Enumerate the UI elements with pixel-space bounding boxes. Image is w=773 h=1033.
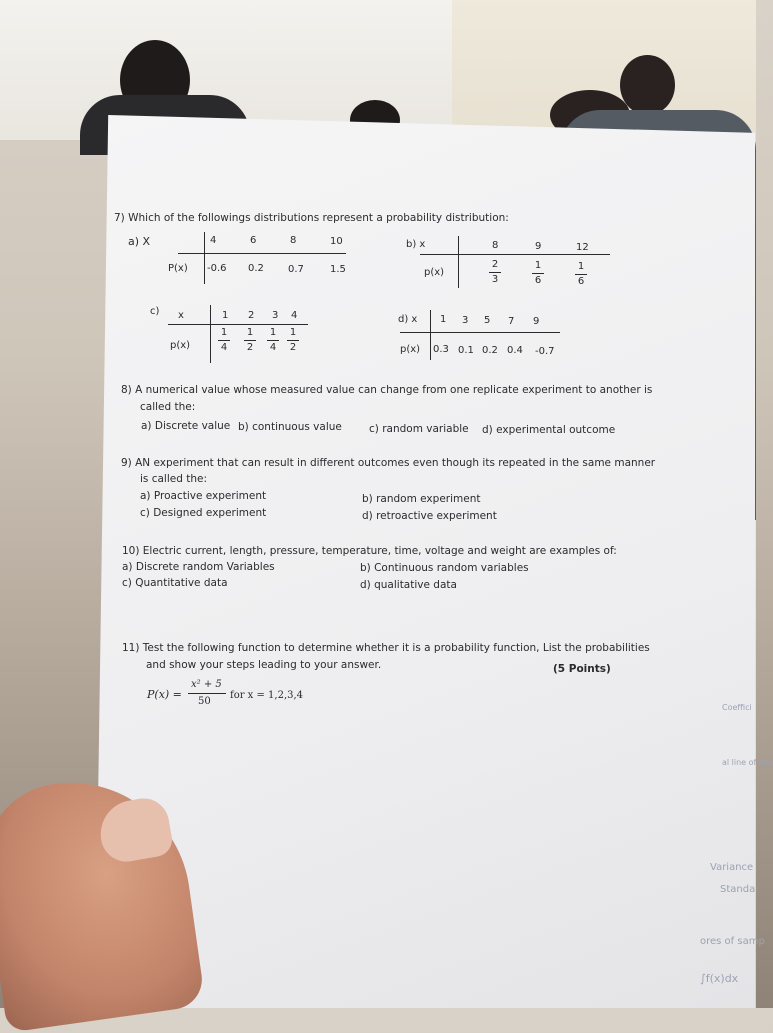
- q7c-p-label: p(x): [170, 340, 191, 351]
- q7b-x-2: 9: [535, 241, 542, 252]
- q9-option-c: c) Designed experiment: [140, 507, 267, 519]
- q11-formula-rhs: for x = 1,2,3,4: [230, 690, 304, 701]
- q8-option-a: a) Discrete value: [141, 420, 231, 432]
- q9-option-a: a) Proactive experiment: [140, 490, 267, 502]
- q7c-p-1: 1 4: [218, 327, 230, 354]
- q7b-x-1: 8: [492, 240, 499, 251]
- q9-line2: is called the:: [140, 473, 207, 485]
- bg-sheet-line-2: al line of bes: [722, 758, 773, 767]
- q7d-x-2: 3: [462, 315, 469, 326]
- bg-sheet-line-6: ∫f(x)dx: [700, 972, 739, 985]
- q7d-p-1: 0.3: [433, 344, 449, 355]
- q7d-vline: [430, 310, 431, 360]
- q7a-x-2: 6: [250, 235, 257, 246]
- q8-option-b: b) continuous value: [238, 421, 342, 433]
- q7c-hline: [168, 324, 308, 325]
- q7a-p-1: -0.6: [207, 263, 227, 274]
- bg-sheet-line-4: Standa: [720, 884, 756, 895]
- q11-formula-bar: [188, 693, 226, 694]
- q10-line1: 10) Electric current, length, pressure, temperature, time, voltage and weight are examples of:: [122, 545, 617, 557]
- q9-option-d: d) retroactive experiment: [362, 510, 497, 522]
- q7a-label: a) X: [128, 235, 151, 248]
- q7c-p-3: 1 4: [267, 327, 279, 354]
- q10-option-b: b) Continuous random variables: [360, 562, 529, 574]
- q10-option-a: a) Discrete random Variables: [122, 561, 275, 573]
- q11-line2: and show your steps leading to your answer.: [146, 659, 382, 671]
- q7a-vline: [204, 232, 205, 284]
- q7b-x-3: 12: [576, 242, 589, 253]
- q7c-label: c): [150, 306, 160, 317]
- q7d-p-5: -0.7: [535, 346, 555, 357]
- q7c-x-label: x: [178, 310, 184, 321]
- q7b-p-2: 1 6: [532, 260, 544, 287]
- q7d-label: d) x: [398, 314, 418, 325]
- bg-sheet-line-5: ores of samp: [700, 936, 765, 947]
- q7d-x-1: 1: [440, 314, 447, 325]
- q7b-p-3: 1 6: [575, 261, 587, 288]
- q7c-x-3: 3: [272, 310, 279, 321]
- q7b-label: b) x: [406, 239, 426, 250]
- q8-line2: called the:: [140, 401, 196, 413]
- q7a-p-4: 1.5: [330, 264, 346, 275]
- q9-option-b: b) random experiment: [362, 493, 481, 505]
- bg-sheet-line-3: Variance: [710, 862, 754, 873]
- q7a-x-3: 8: [290, 235, 297, 246]
- q7d-hline: [400, 332, 560, 333]
- q7-title: 7) Which of the followings distributions represent a probability distribution:: [114, 212, 509, 224]
- q8-option-d: d) experimental outcome: [482, 424, 616, 436]
- q7d-x-3: 5: [484, 315, 491, 326]
- q11-line1: 11) Test the following function to determine whether it is a probability function, List the probabilities: [122, 642, 650, 654]
- q7a-p-3: 0.7: [288, 264, 304, 275]
- q7b-vline: [458, 236, 459, 288]
- q11-formula-den: 50: [198, 696, 211, 707]
- q7c-x-4: 4: [291, 310, 298, 321]
- q7b-p-1: 2 3: [489, 259, 501, 286]
- q10-option-c: c) Quantitative data: [122, 577, 228, 589]
- q7d-p-3: 0.2: [482, 345, 498, 356]
- q8-option-c: c) random variable: [369, 423, 469, 435]
- q11-points: (5 Points): [553, 663, 611, 675]
- q7d-x-5: 9: [533, 316, 540, 327]
- q7b-p-label: p(x): [424, 267, 445, 278]
- q7a-x-4: 10: [330, 236, 343, 247]
- q7a-p-label: P(x): [168, 263, 188, 274]
- bg-sheet-line-1: Coeffici: [722, 703, 752, 712]
- q7c-p-4: 1 2: [287, 327, 299, 354]
- q10-option-d: d) qualitative data: [360, 579, 457, 591]
- q7c-vline: [210, 305, 211, 363]
- q7c-x-1: 1: [222, 310, 229, 321]
- q7a-p-2: 0.2: [248, 263, 264, 274]
- q7c-p-2: 1 2: [244, 327, 256, 354]
- q7a-x-1: 4: [210, 235, 217, 246]
- q7d-x-4: 7: [508, 316, 515, 327]
- q9-line1: 9) AN experiment that can result in different outcomes even though its repeated in the same manner: [121, 457, 656, 469]
- q11-formula-num: x² + 5: [191, 679, 222, 690]
- q8-line1: 8) A numerical value whose measured value can change from one replicate experiment to another is: [121, 384, 653, 396]
- q7a-hline: [178, 253, 346, 254]
- q7b-hline: [420, 254, 610, 255]
- q7d-p-label: p(x): [400, 344, 421, 355]
- q11-formula-lhs: P(x) =: [147, 688, 182, 701]
- student-head-right: [620, 55, 675, 115]
- q7c-x-2: 2: [248, 310, 255, 321]
- q7d-p-4: 0.4: [507, 345, 523, 356]
- q7d-p-2: 0.1: [458, 345, 474, 356]
